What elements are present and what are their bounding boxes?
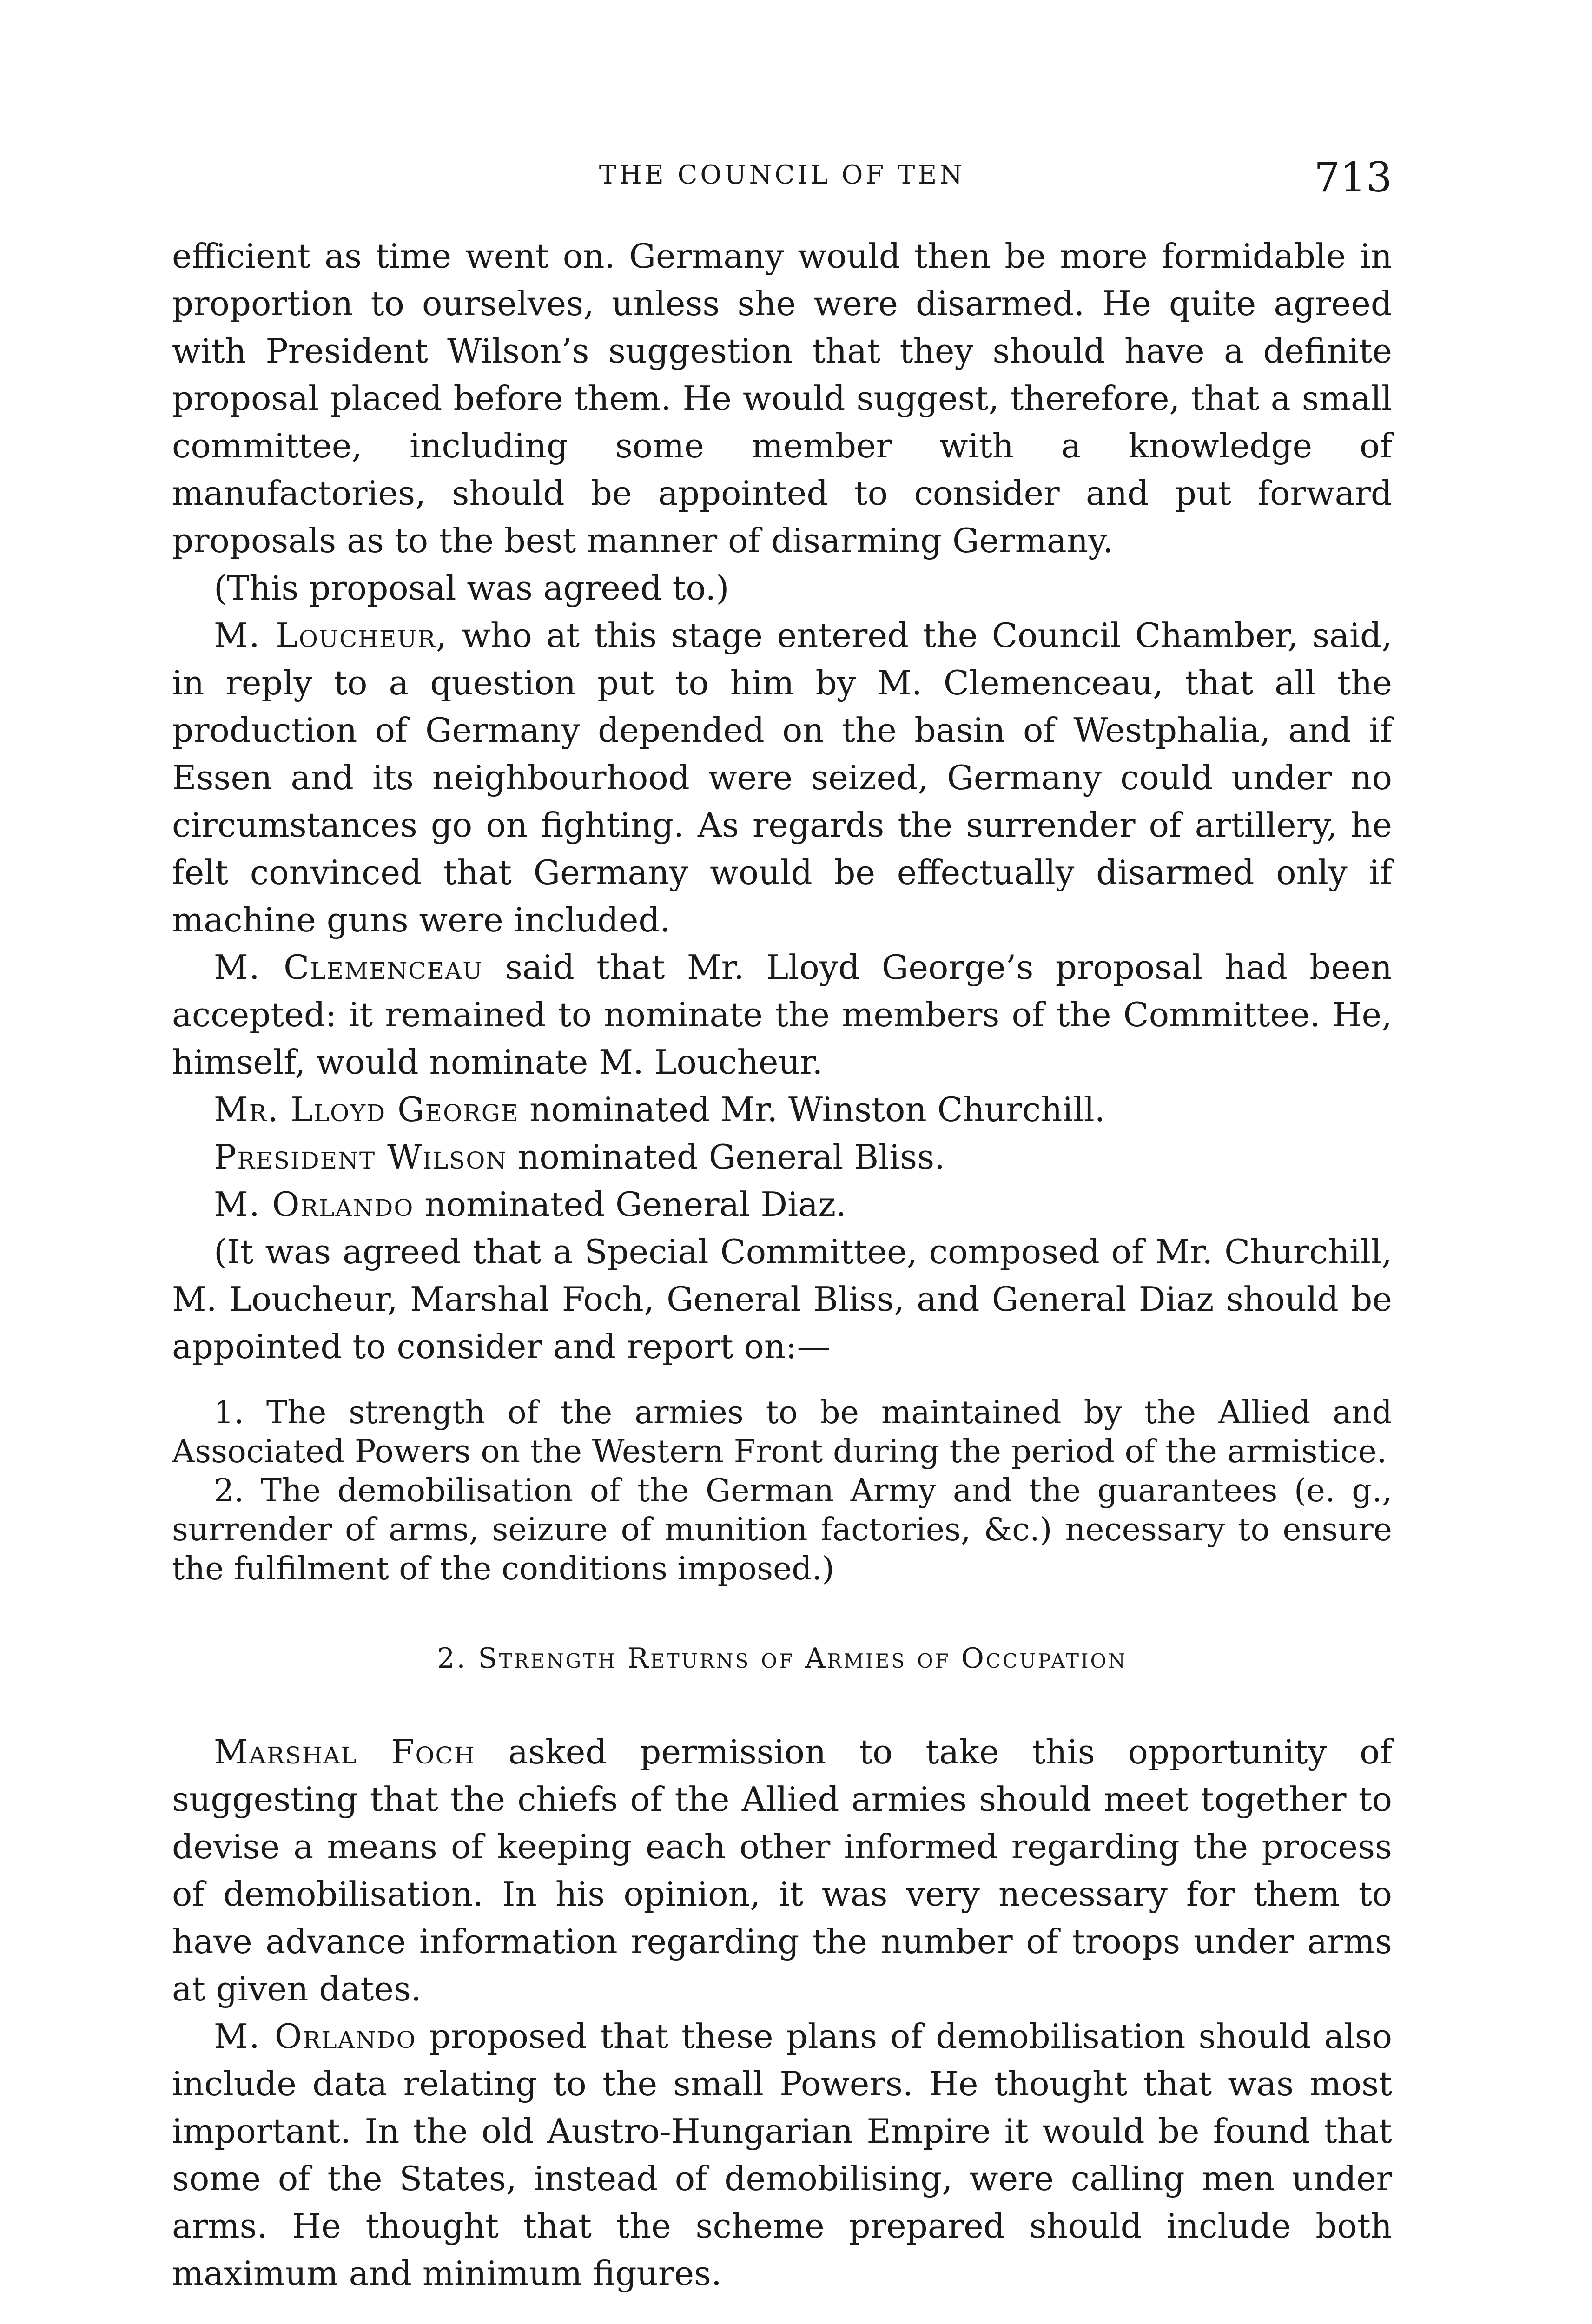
- speaker-name: M. Orlando: [214, 1185, 414, 1224]
- speaker-name: President Wilson: [214, 1137, 508, 1176]
- paragraph-lloyd-george: [172, 1086, 1392, 1133]
- speaker-name: Marshal Foch: [214, 1732, 476, 1771]
- list-item: 1. The strength of the armies to be maintained by the Allied and Associated Powers on the Western Front during the period of the armistice.: [172, 1394, 1392, 1470]
- paragraph-clemenceau: [172, 944, 1392, 1086]
- paragraph-wilson: [172, 1133, 1392, 1181]
- paragraph-foch: [172, 1728, 1392, 2013]
- paragraph-orlando-nomination: [172, 1181, 1392, 1228]
- running-head: [172, 153, 1392, 205]
- speaker-name: M. Loucheur,: [214, 616, 448, 655]
- speaker-name: Mr. Lloyd George: [214, 1090, 519, 1129]
- paragraph-text: asked permission to take this opportunity of suggesting that the chiefs of the Allied armies should meet together to devise a means of keeping each other informed regarding the process of demobilisation. In his opinion, it was very necessary for them to have advance information regarding the number of troops under arms at given dates.: [172, 1732, 1393, 2008]
- paragraph-text: proposed that these plans of demobilisation should also include data relating to the small Powers. He thought that was most important. In the old Austro-Hungarian Empire it would be found that some of the States, instead of demobilising, were calling men under arms. He thought that the scheme prepared should include both maximum and minimum figures.: [172, 2017, 1393, 2293]
- page-body: [172, 232, 1392, 2297]
- paragraph-loucheur: [172, 612, 1392, 944]
- paragraph-text: said that Mr. Lloyd George’s proposal had been accepted: it remained to nominate the members of the Committee. He, himself, would nominate M. Loucheur.: [172, 948, 1392, 1082]
- paragraph-agreement-note: (This proposal was agreed to.): [214, 568, 729, 607]
- section-heading: 2. Strength Returns of Armies of Occupation: [437, 1642, 1127, 1675]
- page-number: 713: [1314, 153, 1392, 201]
- paragraph-continued: efficient as time went on. Germany would then be more formidable in proportion to ourselves, unless she were disarmed. He quite agreed with President Wilson’s suggestion that they should have a definite proposal placed before them. He would suggest, therefore, that a small committee, including some member with a knowledge of manufactories, should be appointed to consider and put forward proposals as to the best manner of disarming Germany.: [172, 237, 1392, 560]
- paragraph-committee-resolution: (It was agreed that a Special Committee, composed of Mr. Churchill, M. Loucheur, Marshal Foch, General Bliss, and General Diaz should be appointed to consider and report on:—: [172, 1232, 1392, 1366]
- paragraph-text: nominated Mr. Winston Churchill.: [519, 1090, 1105, 1129]
- speaker-name: M. Clemenceau: [214, 948, 483, 987]
- paragraph-text: nominated General Bliss.: [507, 1137, 945, 1176]
- speaker-name: M. Orlando: [214, 2017, 416, 2056]
- paragraph-orlando-proposal: [172, 2013, 1392, 2297]
- paragraph-text: who at this stage entered the Council Chamber, said, in reply to a question put to him by M. Clemenceau, that all the production of Germany depended on the basin of Westphalia, and if Essen and its neighbourhood were seized, Germany could under no circumstances go on fighting. As regards the surrender of artillery, he felt convinced that Germany would be effectually disarmed only if machine guns were included.: [172, 616, 1392, 939]
- resolution-list: [172, 1393, 1392, 1589]
- running-title: THE COUNCIL OF TEN: [599, 160, 965, 190]
- list-item: 2. The demobilisation of the German Army and the guarantees (e. g., surrender of arms, seizure of munition factories, &c.) necessary to ensure the fulfilment of the conditions imposed.): [172, 1472, 1392, 1587]
- paragraph-text: nominated General Diaz.: [414, 1185, 846, 1224]
